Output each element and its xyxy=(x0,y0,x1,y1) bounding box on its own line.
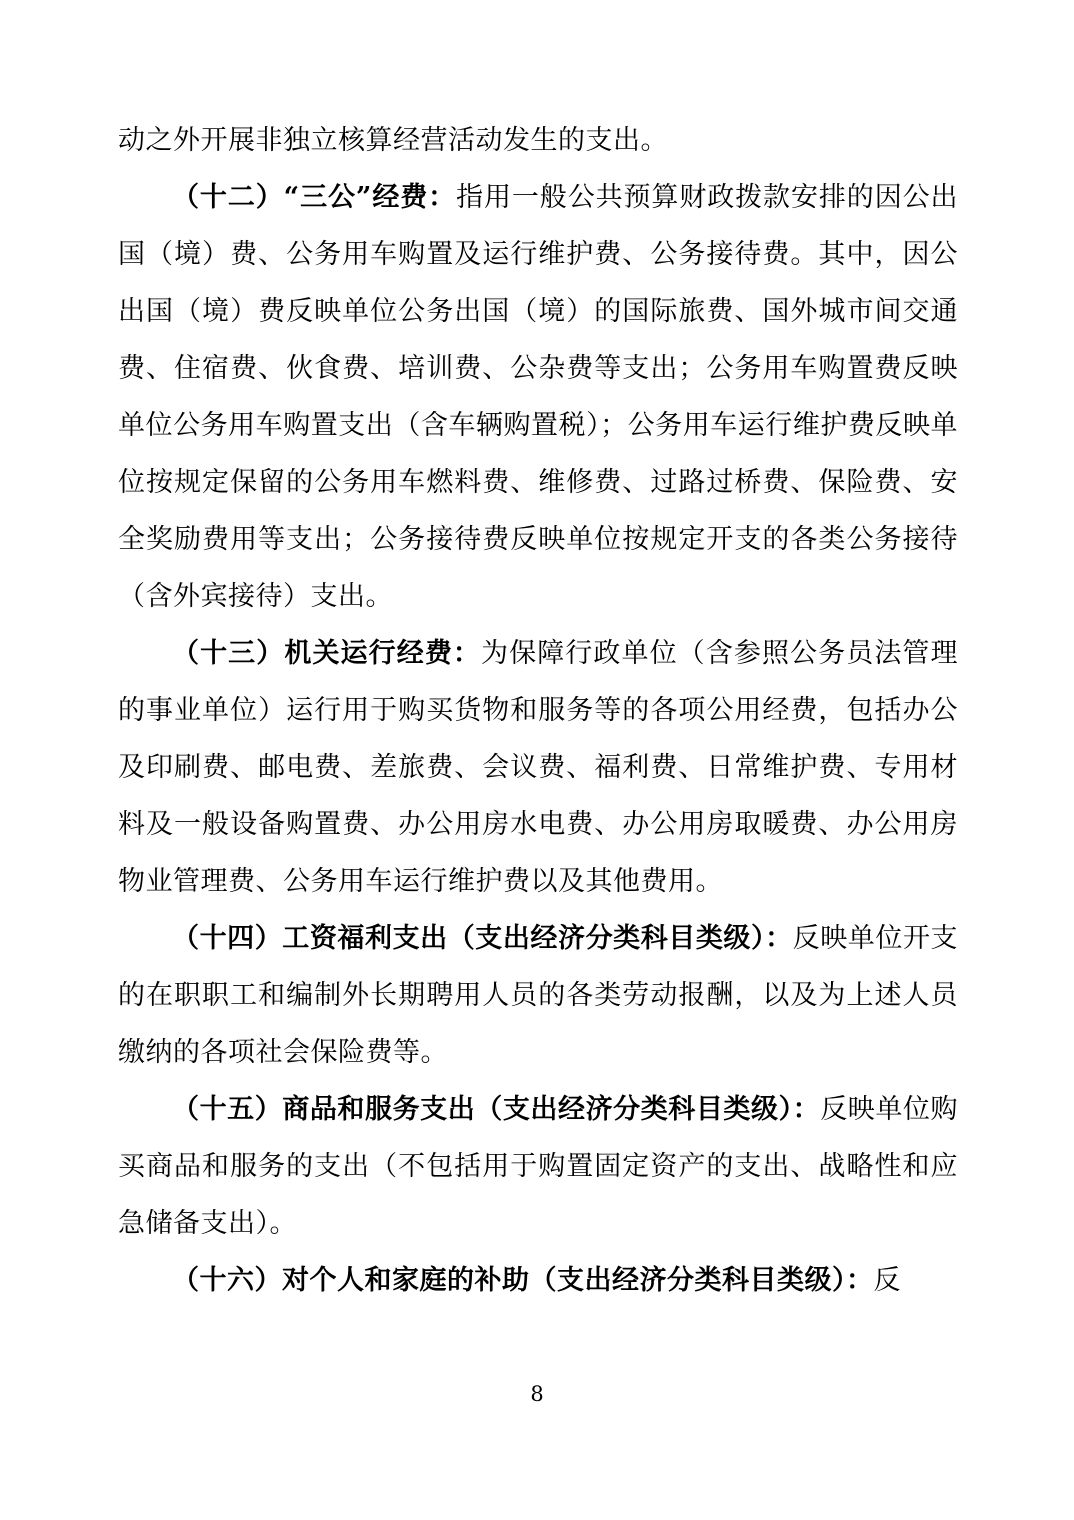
paragraph-text: 动之外开展非独立核算经营活动发生的支出。 xyxy=(118,125,668,156)
paragraph-lead-label: （十四）工资福利支出（支出经济分类科目类级）： xyxy=(172,923,793,954)
paragraph-item-16 xyxy=(118,1252,958,1309)
paragraph-item-13 xyxy=(118,625,958,910)
page-number: 8 xyxy=(530,1382,544,1406)
paragraph-text: 反映单位开支的在职职工和编制外长期聘用人员的各类劳动报酬，以及为上述人员缴纳的各项社会保险费等。 xyxy=(118,923,959,1068)
paragraph-item-12 xyxy=(118,169,958,625)
paragraph-lead-label: （十三）机关运行经费： xyxy=(172,638,482,669)
paragraph-text: 为保障行政单位（含参照公务员法管理的事业单位）运行用于购买货物和服务等的各项公用经费，包括办公及印刷费、邮电费、差旅费、会议费、福利费、日常维护费、专用材料及一般设备购置费、办公用房水电费、办公用房取暖费、办公用房物业管理费、公务用车运行维护费以及其他费用。 xyxy=(118,638,959,897)
paragraph-continuation xyxy=(118,112,958,169)
paragraph-lead-label: （十六）对个人和家庭的补助（支出经济分类科目类级）： xyxy=(172,1265,874,1296)
paragraph-text: 指用一般公共预算财政拨款安排的因公出国（境）费、公务用车购置及运行维护费、公务接待费。其中，因公出国（境）费反映单位公务出国（境）的国际旅费、国外城市间交通费、住宿费、伙食费、培训费、公杂费等支出；公务用车购置费反映单位公务用车购置支出（含车辆购置税）；公务用车运行维护费反映单位按规定保留的公务用车燃料费、维修费、过路过桥费、保险费、安全奖励费用等支出；公务接待费反映单位按规定开支的各类公务接待（含外宾接待）支出。 xyxy=(118,182,959,612)
paragraph-item-15 xyxy=(118,1081,958,1252)
paragraph-lead-label: （十五）商品和服务支出（支出经济分类科目类级）： xyxy=(172,1094,821,1125)
document-body xyxy=(118,112,958,1309)
paragraph-text: 反映单位购买商品和服务的支出（不包括用于购置固定资产的支出、战略性和应急储备支出）。 xyxy=(118,1094,959,1239)
paragraph-lead-label: （十二）“三公”经费： xyxy=(172,182,457,213)
paragraph-item-14 xyxy=(118,910,958,1081)
paragraph-text: 反 xyxy=(873,1265,901,1296)
